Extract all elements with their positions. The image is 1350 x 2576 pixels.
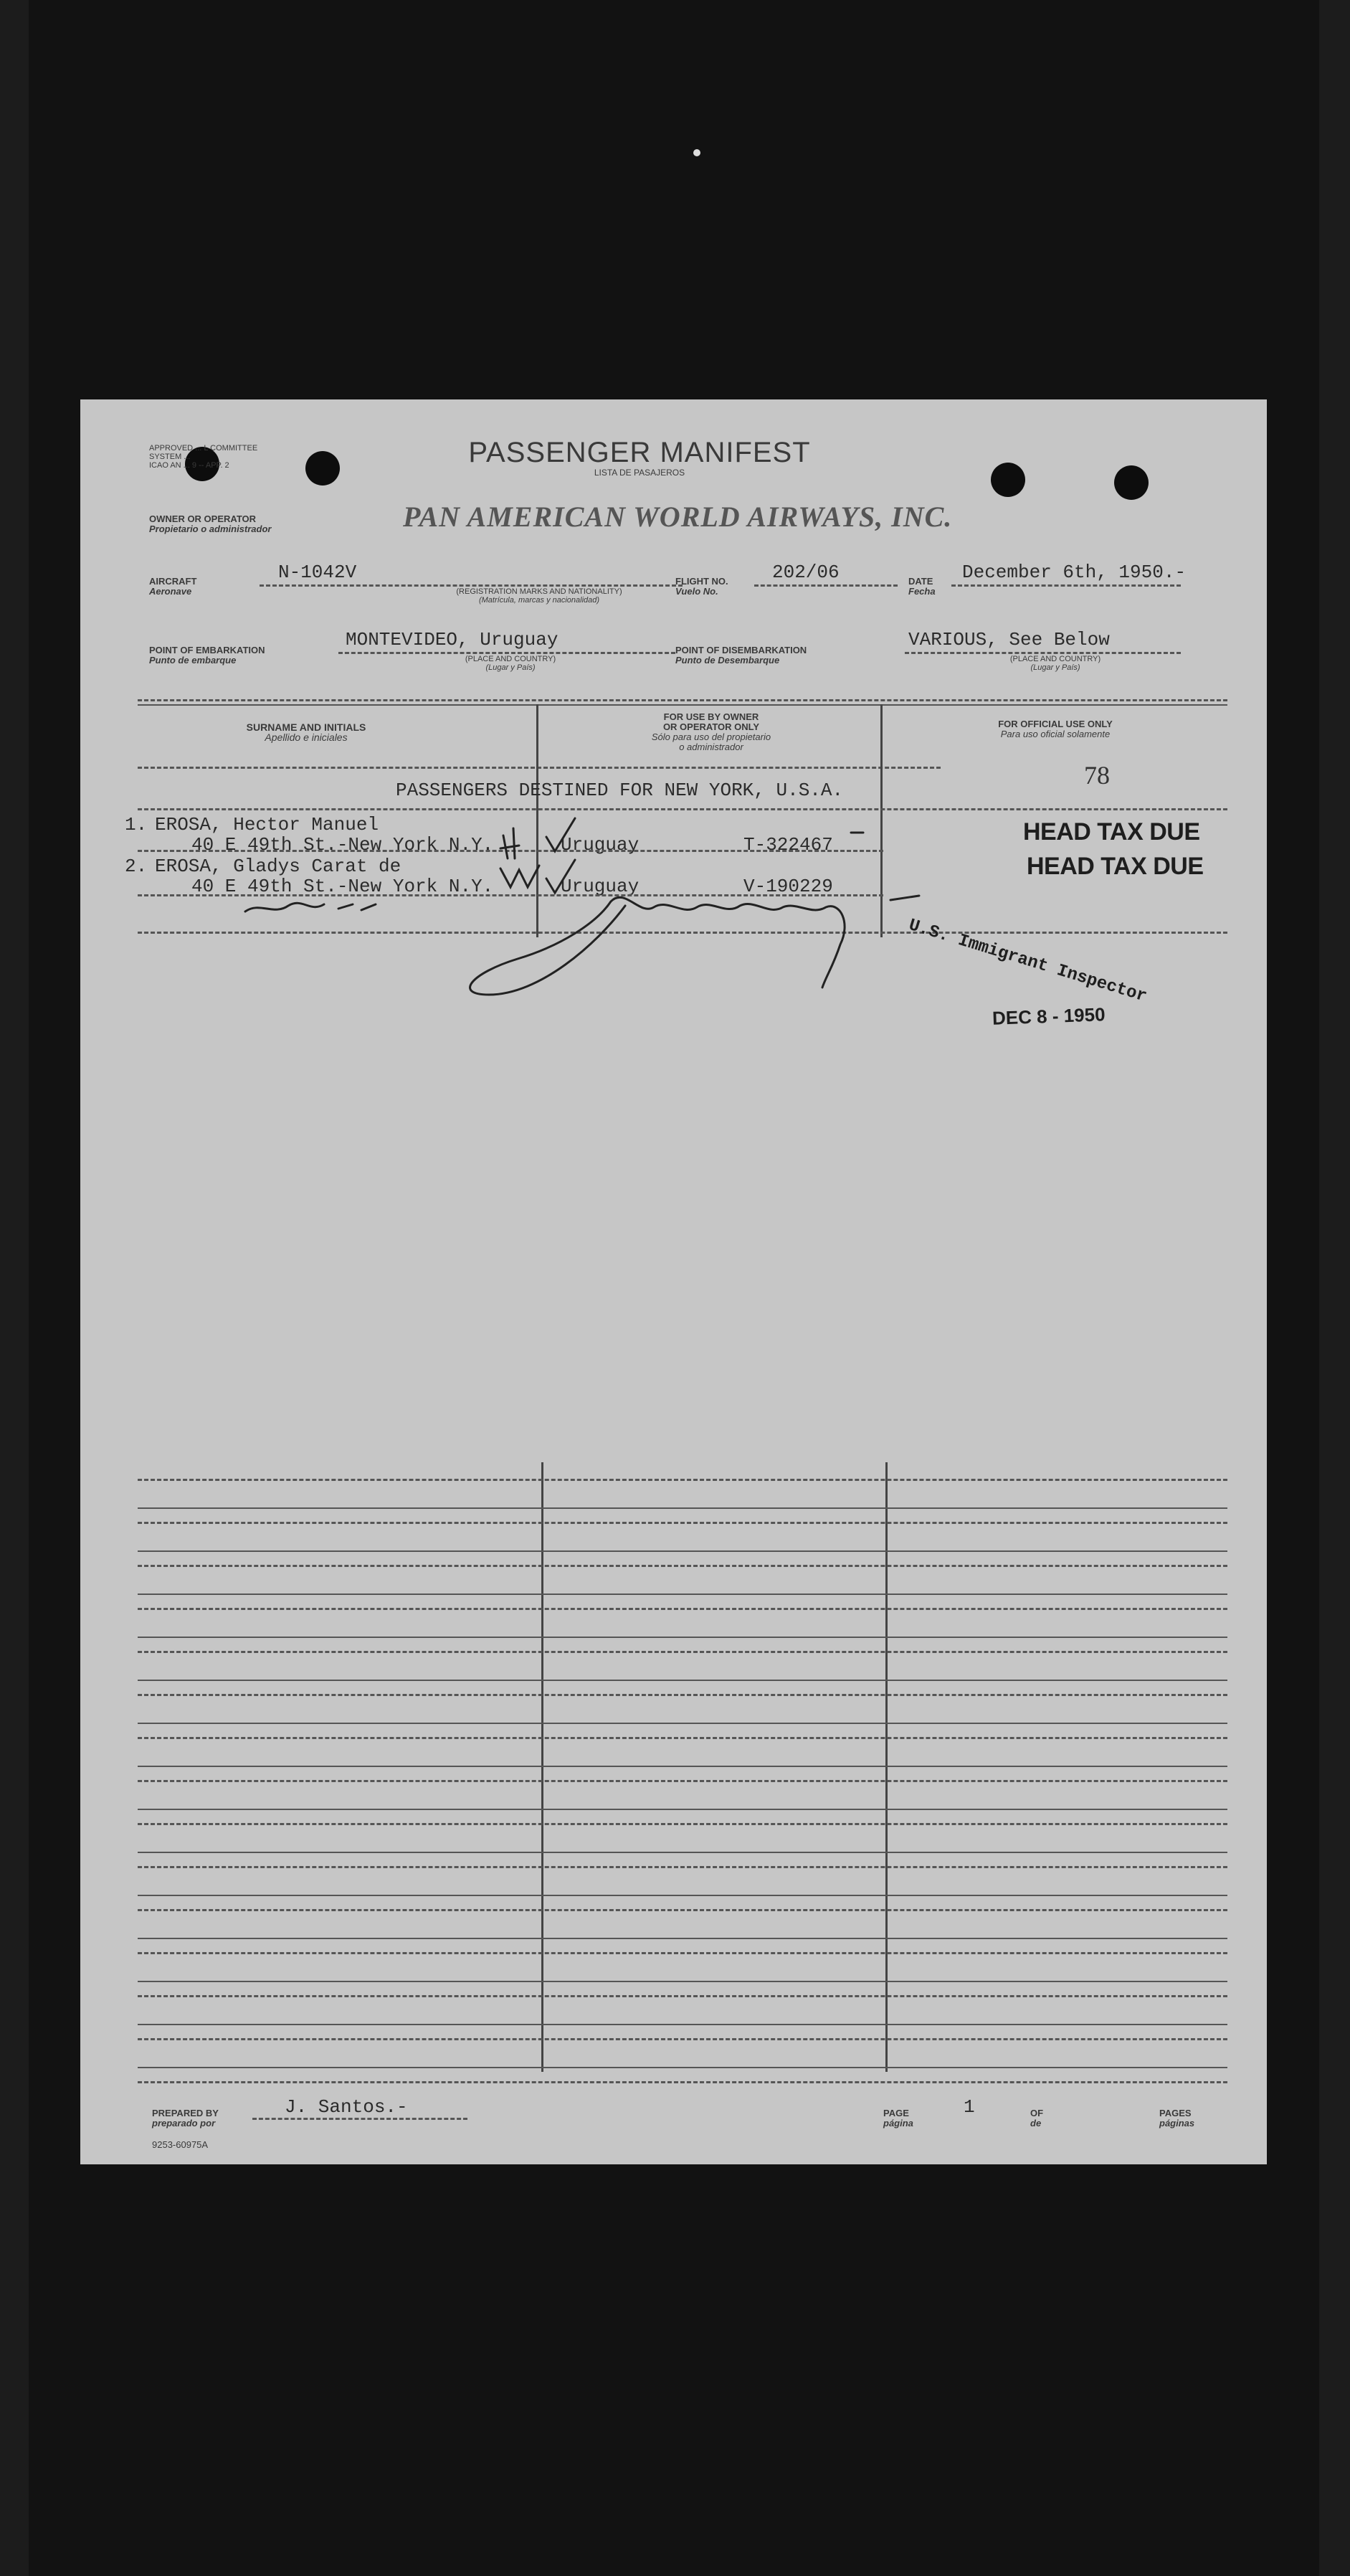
- aircraft-note: (REGISTRATION MARKS AND NATIONALITY) (Matrícula, marcas y nacionalidad): [456, 587, 622, 605]
- blank-row-rule: [138, 1737, 1227, 1739]
- page-label: PAGE página: [883, 2108, 913, 2128]
- inspector-stamp: U.S. Immigrant Inspector: [906, 916, 1149, 1007]
- blank-row-rule: [138, 1550, 1227, 1552]
- approval-block: APPROVED ... L COMMITTEE SYSTEM ... ICAO AN ... 9 -- APP. 2: [149, 444, 258, 470]
- manifest-title: PASSENGER MANIFEST: [468, 437, 811, 468]
- blank-row-rule: [138, 1895, 1227, 1896]
- blank-row-rule: [138, 1608, 1227, 1610]
- blank-row-rule: [138, 1852, 1227, 1853]
- passenger-1-nationality: Uruguay: [561, 834, 640, 856]
- aircraft-label: AIRCRAFT Aeronave: [149, 576, 197, 597]
- blank-row-rule: [138, 1651, 1227, 1653]
- blank-row-rule: [138, 1780, 1227, 1782]
- blank-row-rule: [138, 1981, 1227, 1982]
- passenger-1-document: T-322467: [743, 834, 833, 856]
- disembark-note: (PLACE AND COUNTRY) (Lugar y País): [1009, 655, 1101, 672]
- blank-row-rule: [138, 1909, 1227, 1911]
- inspector-stamp-date: DEC 8 - 1950: [992, 1003, 1106, 1029]
- film-speck: [693, 149, 700, 156]
- disembark-label: POINT OF DISEMBARKATION Punto de Desembarque: [675, 645, 807, 666]
- date-value: December 6th, 1950.-: [962, 562, 1187, 583]
- embark-note: (PLACE AND COUNTRY) (Lugar y País): [465, 655, 556, 672]
- blank-row-rule: [138, 2024, 1227, 2025]
- official-number: 78: [1084, 761, 1110, 790]
- blank-row-rule: [138, 1507, 1227, 1509]
- passenger-2-nationality: Uruguay: [561, 876, 640, 897]
- signature: [470, 897, 845, 995]
- initials-mark: [245, 903, 376, 911]
- blank-row-rule: [138, 2038, 1227, 2040]
- check-mark: [500, 866, 539, 887]
- embark-label: POINT OF EMBARKATION Punto de embarque: [149, 645, 265, 666]
- prepared-label: PREPARED BY preparado por: [152, 2108, 219, 2128]
- prepared-value: J. Santos.-: [285, 2096, 408, 2118]
- blank-row-rule: [138, 1952, 1227, 1954]
- manifest-title-es: LISTA DE PASAJEROS: [594, 468, 685, 478]
- manifest-page: [80, 399, 1267, 2164]
- col-header-official: FOR OFFICIAL USE ONLY Para uso oficial solamente: [998, 719, 1113, 739]
- blank-row-rule: [138, 2067, 1227, 2068]
- prepared-underline: [252, 2118, 467, 2120]
- flight-label: FLIGHT NO. Vuelo No.: [675, 576, 728, 597]
- form-number: 9253-60975A: [152, 2139, 209, 2150]
- blank-row-rule: [138, 2081, 1227, 2083]
- check-mark: [546, 818, 575, 851]
- blank-row-rule: [138, 1938, 1227, 1939]
- col-header-name: SURNAME AND INITIALS Apellido e iniciales: [246, 721, 366, 743]
- passenger-2-number: 2.: [125, 856, 148, 877]
- blank-row-rule: [138, 1680, 1227, 1681]
- blank-row-rule: [138, 1637, 1227, 1638]
- blank-row-rule: [138, 1723, 1227, 1724]
- passenger-1-address: 40 E 49th St.-New York N.Y.: [191, 834, 494, 856]
- embark-value: MONTEVIDEO, Uruguay: [346, 629, 558, 650]
- passenger-2-address: 40 E 49th St.-New York N.Y.: [191, 876, 494, 897]
- aircraft-value: N-1042V: [278, 562, 357, 583]
- check-mark: [546, 860, 575, 893]
- date-label: DATE Fecha: [908, 576, 936, 597]
- section-heading: PASSENGERS DESTINED FOR NEW YORK, U.S.A.: [396, 780, 844, 801]
- flight-value: 202/06: [772, 562, 840, 583]
- blank-row-rule: [138, 1479, 1227, 1481]
- page-value: 1: [964, 2096, 975, 2118]
- disembark-value: VARIOUS, See Below: [908, 629, 1110, 650]
- passenger-1-number: 1.: [125, 814, 148, 835]
- blank-row-rule: [138, 1766, 1227, 1767]
- handwriting-marks: [80, 399, 1267, 1045]
- pages-label: PAGES páginas: [1159, 2108, 1195, 2128]
- blank-row-rule: [138, 1694, 1227, 1696]
- passenger-1-name: EROSA, Hector Manuel: [155, 814, 379, 835]
- owner-label: OWNER OR OPERATOR Propietario o administrador: [149, 513, 272, 534]
- passenger-2-document: V-190229: [743, 876, 833, 897]
- passenger-2-tax-stamp: HEAD TAX DUE: [1027, 853, 1204, 880]
- blank-row-rule: [138, 1565, 1227, 1567]
- blank-row-rule: [138, 1866, 1227, 1868]
- of-label: OF de: [1030, 2108, 1044, 2128]
- check-mark: [500, 828, 519, 858]
- blank-row-rule: [138, 1823, 1227, 1825]
- passenger-1-tax-stamp: HEAD TAX DUE: [1023, 818, 1200, 846]
- blank-row-rule: [138, 1594, 1227, 1595]
- owner-value: PAN AMERICAN WORLD AIRWAYS, INC.: [403, 501, 953, 533]
- passenger-2-name: EROSA, Gladys Carat de: [155, 856, 401, 877]
- blank-row-rule: [138, 1995, 1227, 1997]
- blank-row-rule: [138, 1809, 1227, 1810]
- blank-row-rule: [138, 1522, 1227, 1524]
- col-header-operator: FOR USE BY OWNER OR OPERATOR ONLY Sólo para uso del propietario o administrador: [651, 711, 771, 752]
